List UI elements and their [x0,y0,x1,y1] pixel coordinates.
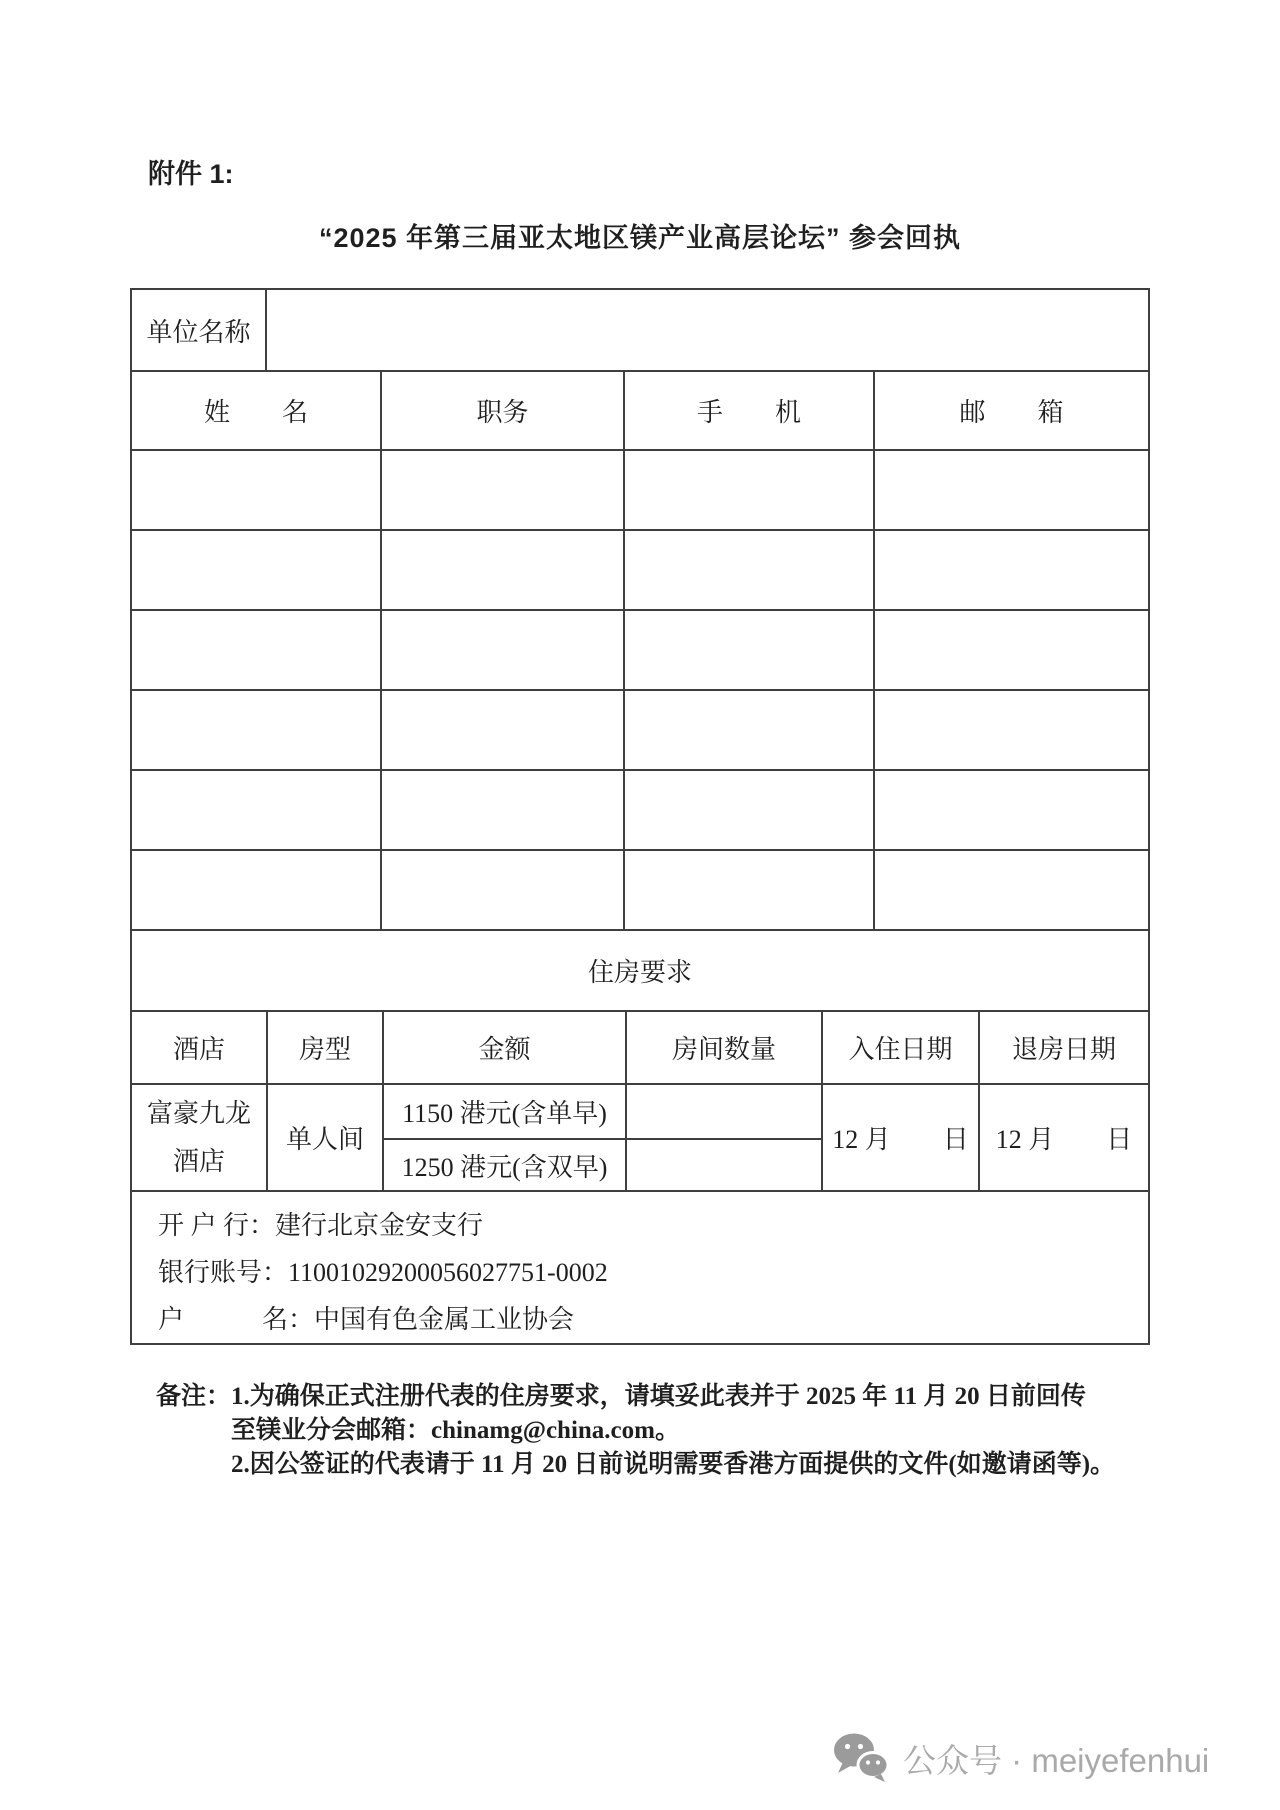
wechat-watermark [833,1733,1209,1783]
hotel-header-check-in: 入住日期 [822,1011,979,1084]
notes-block [156,1380,1136,1482]
housing-section [130,929,1150,1012]
unit-name-label: 单位名称 [131,289,266,371]
attendee-cell [624,850,874,930]
attendee-cell [131,850,381,930]
attendee-header-email: 邮 箱 [874,371,1149,450]
attendee-cell [624,690,874,770]
attendee-table [130,370,1150,931]
attendee-cell [874,610,1149,690]
attendee-cell [131,610,381,690]
attendee-cell [381,530,624,610]
attendee-cell [131,770,381,850]
bank-section [130,1190,1150,1345]
attendee-cell [381,770,624,850]
attendee-cell [624,770,874,850]
note-item1-line2: 至镁业分会邮箱：chinamg@china.com。 [231,1417,680,1444]
hotel-header-amount: 金额 [383,1011,626,1084]
notes-body [231,1380,1136,1482]
attachment-label: 附件 1: [148,159,234,189]
wechat-icon [833,1733,889,1783]
attendee-row [131,450,1149,530]
hotel-name-line1: 富豪九龙 [146,1098,251,1128]
check-out-date-cell: 12 月 日 [979,1084,1149,1191]
housing-section-title: 住房要求 [131,930,1149,1011]
attendee-cell [381,450,624,530]
attendee-cell [624,450,874,530]
attendee-cell [874,850,1149,930]
room-quantity-cell-1 [626,1084,822,1139]
attendee-header-mobile: 手 机 [624,371,874,450]
hotel-table [130,1010,1150,1192]
attendee-row [131,610,1149,690]
attendee-cell [874,450,1149,530]
hotel-header-room-quantity: 房间数量 [626,1011,822,1084]
attendee-cell [381,850,624,930]
attendee-cell [381,690,624,770]
hotel-name-line2: 酒店 [172,1146,225,1176]
hotel-header-check-out: 退房日期 [979,1011,1149,1084]
watermark-text: 公众号 · meiyefenhui [903,1741,1210,1779]
attendee-cell [624,530,874,610]
attendee-row [131,770,1149,850]
attendee-cell [131,690,381,770]
room-type: 单人间 [267,1084,383,1191]
unit-name-row [130,288,1150,372]
check-in-date-cell: 12 月 日 [822,1084,979,1191]
attendee-cell [131,450,381,530]
attendee-row [131,850,1149,930]
attendee-row [131,690,1149,770]
attendee-cell [131,530,381,610]
attendee-cell [874,690,1149,770]
notes-label: 备注： [156,1383,232,1410]
attendee-cell [874,530,1149,610]
note-item1-line1: 1.为确保正式注册代表的住房要求，请填妥此表并于 2025 年 11 月 20 日前回传 [231,1383,1086,1410]
bank-account-name-line: 户 名：中国有色金属工业协会 [158,1305,575,1334]
bank-account-number-line: 银行账号：11001029200056027751-0002 [158,1258,608,1287]
attendee-cell [874,770,1149,850]
price-double-breakfast: 1250 港元(含双早) [383,1139,626,1191]
note-item2: 2.因公签证的代表请于 11 月 20 日前说明需要香港方面提供的文件(如邀请函等)。 [231,1451,1116,1478]
unit-name-value-cell [266,289,1149,371]
price-single-breakfast: 1150 港元(含单早) [383,1084,626,1139]
hotel-name [131,1084,267,1191]
page-title: “2025 年第三届亚太地区镁产业高层论坛” 参会回执 [318,223,962,253]
bank-branch-line: 开 户 行：建行北京金安支行 [158,1211,484,1240]
attendee-cell [624,610,874,690]
hotel-header-hotel: 酒店 [131,1011,267,1084]
attendee-cell [381,610,624,690]
bank-info-cell [131,1191,1149,1344]
attendee-row [131,530,1149,610]
registration-form-table [130,288,1150,1345]
attendee-header-name: 姓 名 [131,371,381,450]
room-quantity-cell-2 [626,1139,822,1191]
attendee-header-position: 职务 [381,371,624,450]
hotel-header-room-type: 房型 [267,1011,383,1084]
